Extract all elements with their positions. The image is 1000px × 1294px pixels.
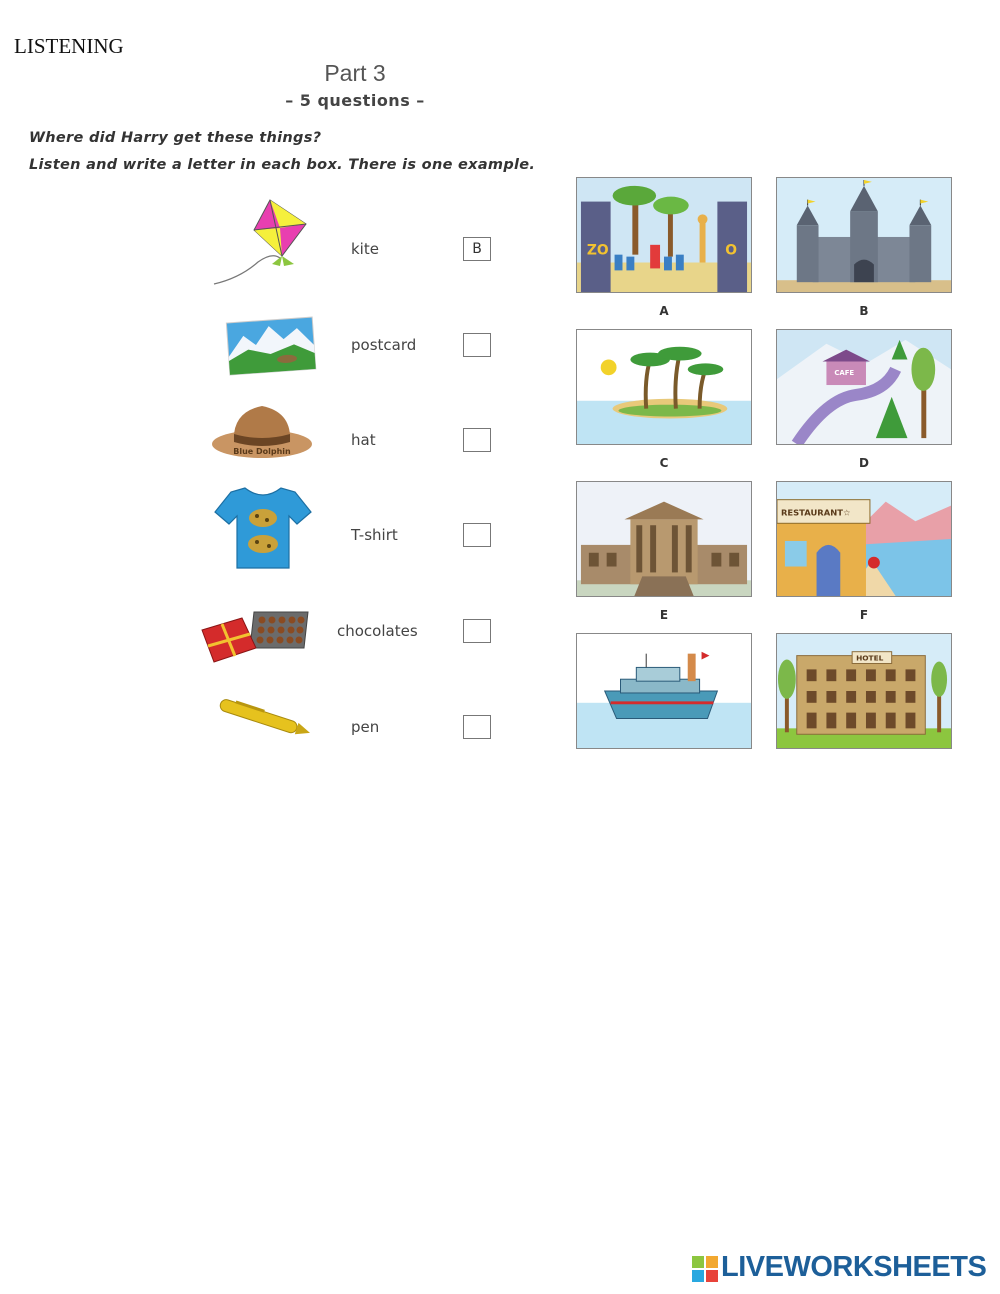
picture-letter-e: E xyxy=(659,608,669,622)
postcard-icon xyxy=(224,314,318,376)
instruction-question: Where did Harry get these things? xyxy=(29,130,322,146)
zoo-sign-right: O xyxy=(725,242,738,259)
kite-icon xyxy=(210,198,310,288)
item-label-tshirt: T-shirt xyxy=(351,526,398,544)
mountain-cafe-picture xyxy=(776,329,952,445)
item-label-kite: kite xyxy=(351,240,379,258)
answer-box-kite[interactable] xyxy=(463,237,491,261)
answer-box-hat[interactable] xyxy=(463,428,491,452)
chocolates-icon xyxy=(200,604,312,668)
restaurant-picture xyxy=(776,481,952,597)
zoo-picture xyxy=(576,177,752,293)
answer-box-tshirt[interactable] xyxy=(463,523,491,547)
part-title: Part 3 xyxy=(324,60,386,86)
item-label-hat: hat xyxy=(351,431,376,449)
liveworksheets-logo-text: LIVEWORKSHEETS xyxy=(721,1251,987,1283)
item-label-postcard: postcard xyxy=(351,336,417,354)
picture-letter-a: A xyxy=(659,304,669,318)
instruction-task: Listen and write a letter in each box. There is one example. xyxy=(29,157,536,173)
page-header-title: LISTENING xyxy=(14,34,124,58)
item-label-chocolates: chocolates xyxy=(337,622,418,640)
restaurant-sign: RESTAURANT☆ xyxy=(780,507,851,518)
cafe-sign: CAFE xyxy=(834,369,855,378)
answer-box-postcard[interactable] xyxy=(463,333,491,357)
part-subtitle: – 5 questions – xyxy=(285,91,425,110)
picture-letter-d: D xyxy=(859,456,869,470)
hotel-picture xyxy=(776,633,952,749)
item-label-pen: pen xyxy=(351,718,380,736)
answer-box-pen[interactable] xyxy=(463,715,491,739)
pen-icon xyxy=(212,694,316,744)
zoo-sign-left: ZO xyxy=(586,242,609,259)
picture-letter-c: C xyxy=(659,456,669,470)
hat-band-text: Blue Dolphin xyxy=(233,447,291,456)
picture-letter-b: B xyxy=(859,304,869,318)
liveworksheets-logo-icon xyxy=(692,1256,718,1286)
ship-picture xyxy=(576,633,752,749)
answer-box-chocolates[interactable] xyxy=(463,619,491,643)
castle-picture xyxy=(776,177,952,293)
museum-picture xyxy=(576,481,752,597)
hotel-sign: HOTEL xyxy=(856,653,884,663)
tshirt-icon xyxy=(213,484,313,572)
picture-letter-f: F xyxy=(859,608,869,622)
hat-icon xyxy=(210,402,314,462)
island-picture xyxy=(576,329,752,445)
